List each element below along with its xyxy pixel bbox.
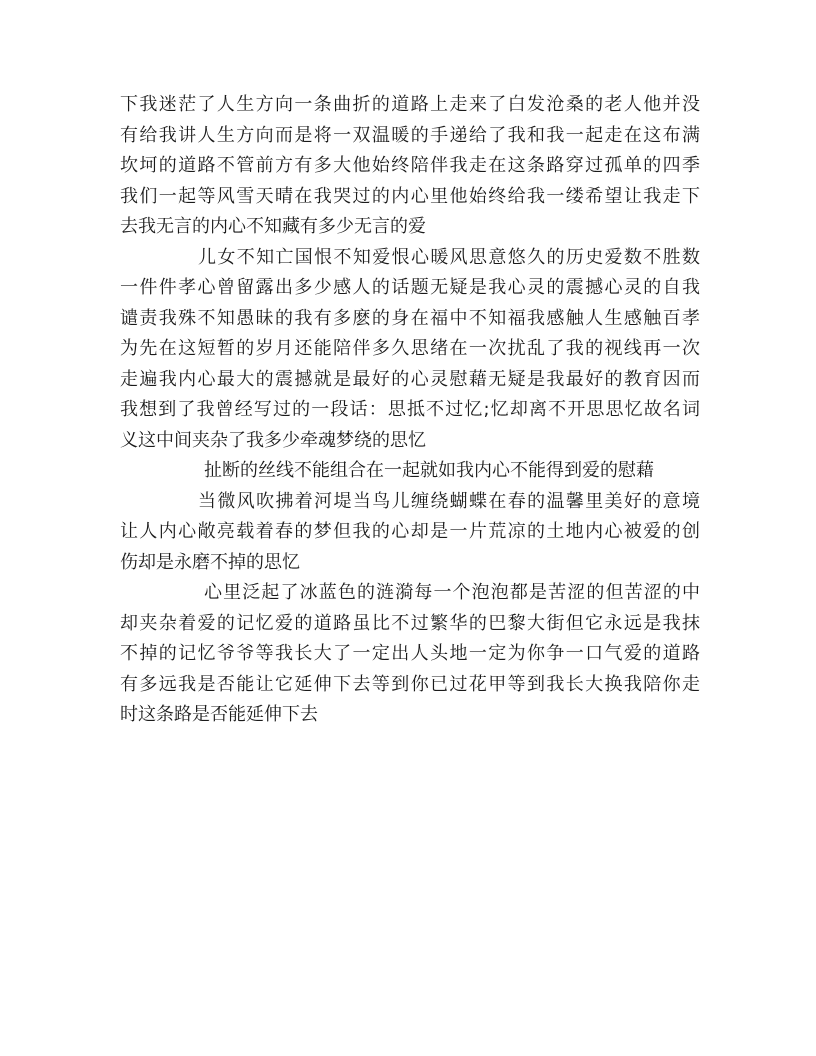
paragraph-2-line-2: 一件件孝心曾留露出多少感人的话题无疑是我心灵的震撼心灵的自我	[120, 277, 700, 298]
paragraph-2-line-6: 我想到了我曾经写过的一段话：思抵不过忆;忆却离不开思思忆故名词	[120, 399, 700, 420]
paragraph-1-line-3: 坎坷的道路不管前方有多大他始终陪伴我走在这条路穿过孤单的四季	[120, 155, 700, 176]
paragraph-2-line-4: 为先在这短暂的岁月还能陪伴多久思绪在一次扰乱了我的视线再一次	[120, 338, 700, 359]
paragraph-2-line-1: 儿女不知亡国恨不知爱恨心暖风思意悠久的历史爱数不胜数	[198, 246, 700, 268]
paragraph-4-line-1: 当微风吹拂着河堤当鸟儿缠绕蝴蝶在春的温馨里美好的意境	[198, 490, 700, 512]
paragraph-5-line-5: 时这条路是否能延伸下去	[120, 704, 318, 725]
paragraph-5-line-3: 不掉的记忆爷爷等我长大了一定出人头地一定为你争一口气爱的道路	[120, 643, 700, 664]
paragraph-3-line-1: 扯断的丝线不能组合在一起就如我内心不能得到爱的慰藉	[204, 460, 654, 481]
paragraph-1-line-1: 下我迷茫了人生方向一条曲折的道路上走来了白发沧桑的老人他并没	[120, 94, 700, 115]
paragraph-5-line-2: 却夹杂着爱的记忆爱的道路虽比不过繁华的巴黎大街但它永远是我抹	[120, 612, 700, 634]
paragraph-1-line-4: 我们一起等风雪天晴在我哭过的内心里他始终给我一缕希望让我走下	[120, 185, 700, 207]
paragraph-1-line-5: 去我无言的内心不知藏有多少无言的爱	[120, 216, 426, 237]
paragraph-2-line-5: 走遍我内心最大的震撼就是最好的心灵慰藉无疑是我最好的教育因而	[120, 368, 700, 390]
paragraph-2-line-7: 义这中间夹杂了我多少牵魂梦绕的思忆	[120, 429, 426, 451]
paragraph-1-line-2: 有给我讲人生方向而是将一双温暖的手递给了我和我一起走在这布满	[120, 124, 700, 146]
paragraph-2-line-3: 谴责我殊不知愚昧的我有多麽的身在福中不知福我感触人生感触百孝	[120, 307, 700, 329]
paragraph-4-line-2: 让人内心敞亮载着春的梦但我的心却是一片荒凉的土地内心被爱的创	[120, 521, 700, 542]
paragraph-4-line-3: 伤却是永磨不掉的思忆	[120, 551, 300, 573]
paragraph-5-line-1: 心里泛起了冰蓝色的涟漪每一个泡泡都是苦涩的但苦涩的中	[204, 582, 700, 603]
document-body	[120, 90, 700, 731]
paragraph-5-line-4: 有多远我是否能让它延伸下去等到你已过花甲等到我长大换我陪你走	[120, 673, 700, 695]
